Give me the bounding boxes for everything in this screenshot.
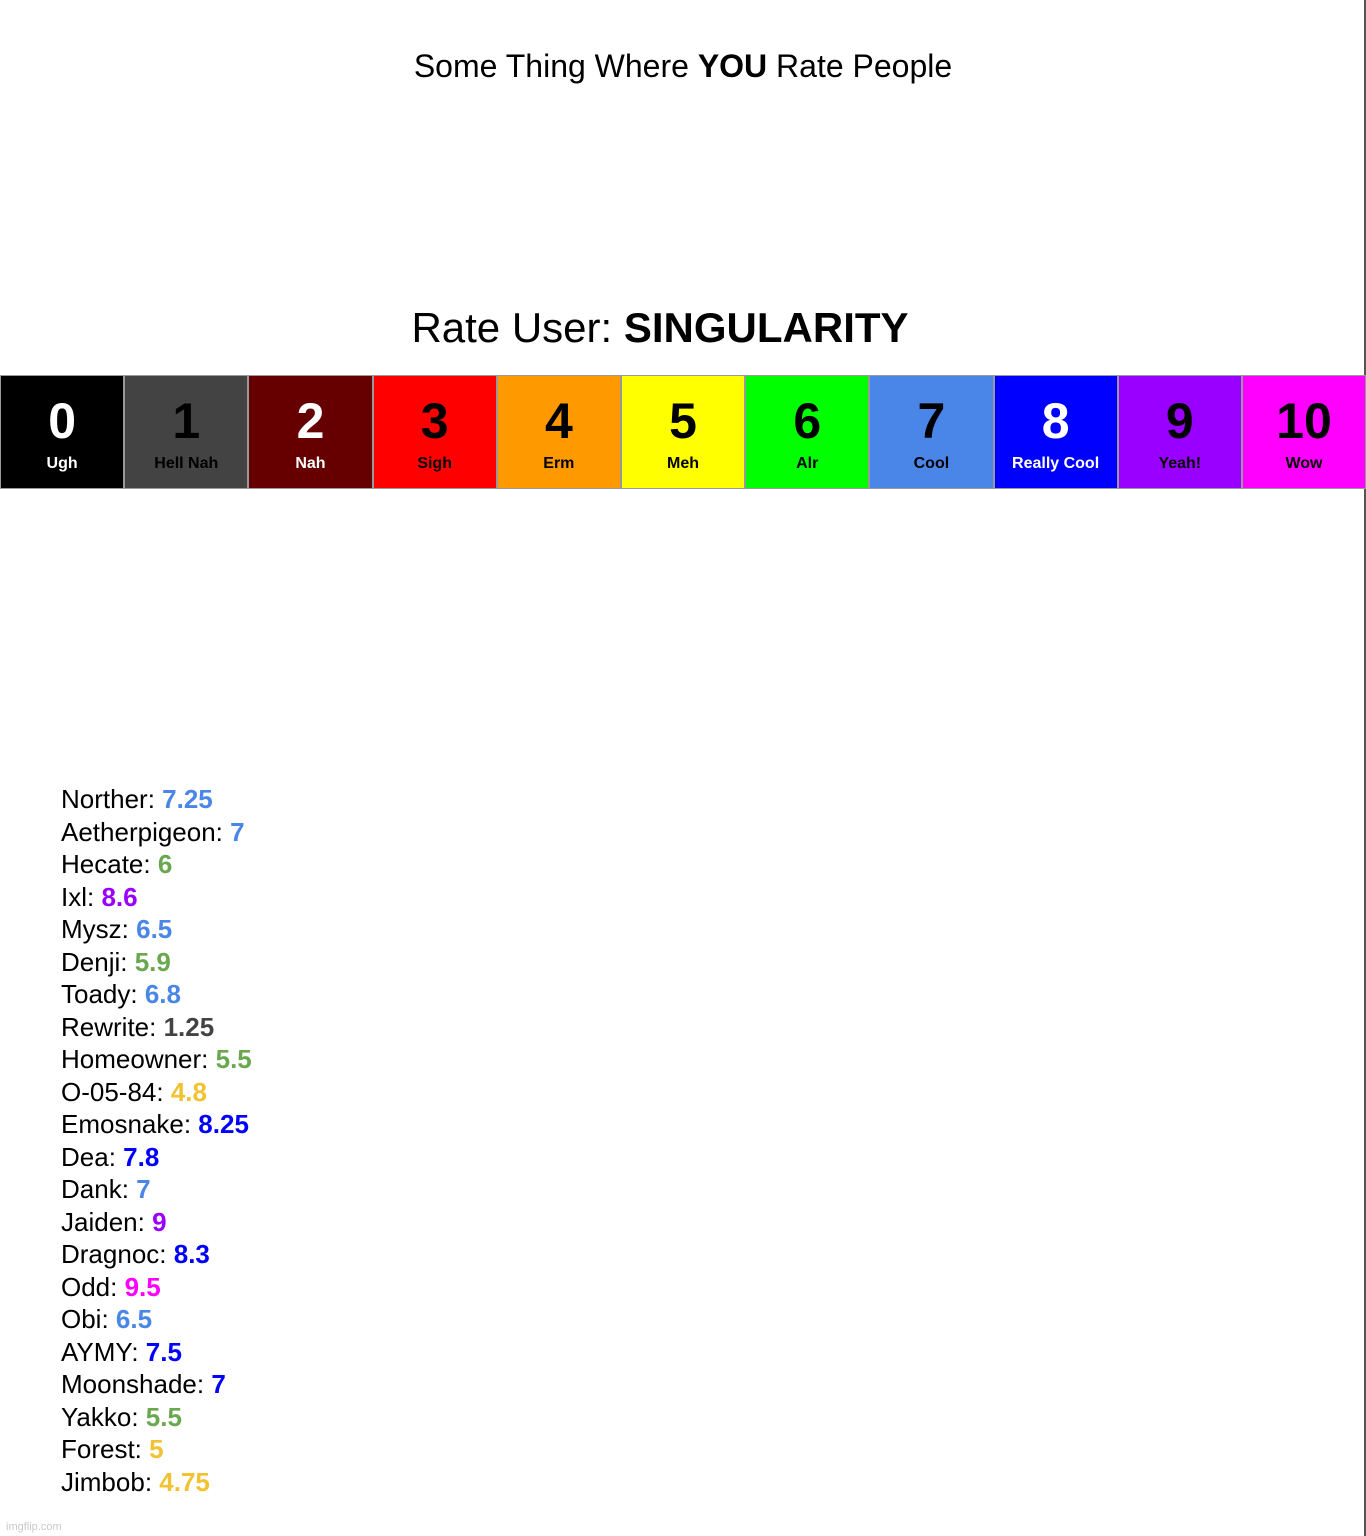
rating-score: 4.75 (159, 1466, 210, 1497)
rating-name: Dank: (61, 1174, 137, 1204)
rating-name: Emosnake: (61, 1109, 199, 1139)
scale-label: Alr (796, 455, 819, 472)
scale-label: Nah (295, 455, 326, 472)
rating-name: Denji: (61, 946, 135, 977)
rating-scale (0, 375, 1366, 489)
scale-label: Hell Nah (154, 455, 219, 472)
scale-cell-10 (1242, 375, 1366, 489)
rating-row (61, 848, 252, 881)
scale-cell-1 (124, 375, 248, 489)
rating-name: Yakko: (61, 1401, 146, 1432)
scale-cell-3 (373, 375, 497, 489)
rating-name: Dragnoc: (61, 1239, 174, 1269)
rating-score: 6.5 (136, 914, 173, 944)
rating-row (61, 978, 252, 1011)
rating-row (61, 1271, 252, 1304)
rating-score: 8.3 (173, 1239, 210, 1269)
scale-label: Wow (1285, 455, 1323, 472)
scale-label: Yeah! (1158, 455, 1202, 472)
rating-row (61, 1238, 252, 1271)
rating-name: Obi: (61, 1304, 116, 1334)
rating-name: Dea: (61, 1141, 124, 1172)
rating-name: Mysz: (61, 914, 137, 944)
scale-number: 7 (917, 393, 946, 449)
rating-score: 9 (152, 1206, 167, 1237)
rating-score: 7.5 (145, 1336, 182, 1367)
rating-name: Rewrite: (61, 1011, 164, 1042)
rating-name: Forest: (61, 1434, 150, 1464)
rating-row (61, 1076, 252, 1109)
rating-score: 6 (157, 849, 173, 879)
rating-name: AYMY: (61, 1336, 146, 1367)
rating-score: 5 (149, 1434, 164, 1464)
rating-row (61, 1336, 252, 1369)
rating-score: 7 (211, 1369, 226, 1399)
rating-name: Moonshade: (61, 1369, 212, 1399)
rating-score: 6.8 (144, 979, 181, 1009)
scale-number: 1 (172, 393, 201, 449)
rating-name: Norther: (61, 784, 163, 814)
rating-name: Jaiden: (61, 1206, 153, 1237)
scale-number: 8 (1041, 393, 1070, 449)
scale-label: Really Cool (1012, 455, 1100, 472)
rating-row (61, 1401, 252, 1434)
scale-cell-2 (248, 375, 372, 489)
scale-cell-9 (1118, 375, 1242, 489)
ratings-list (61, 783, 252, 1498)
rating-row (61, 1108, 252, 1141)
rating-score: 5.5 (215, 1044, 252, 1074)
rating-row (61, 1141, 252, 1174)
rate-user-name: SINGULARITY (623, 304, 909, 351)
rating-score: 8.6 (101, 881, 138, 912)
rating-score: 5.5 (145, 1401, 182, 1432)
scale-number: 9 (1165, 393, 1194, 449)
rating-name: Toady: (61, 979, 145, 1009)
rating-row (61, 1043, 252, 1076)
watermark: imgflip.com (6, 1521, 62, 1533)
scale-cell-5 (621, 375, 745, 489)
rating-score: 5.9 (134, 946, 171, 977)
scale-number: 3 (420, 393, 449, 449)
scale-label: Ugh (46, 455, 78, 472)
rating-score: 1.25 (163, 1011, 215, 1042)
scale-cell-6 (745, 375, 869, 489)
rating-score: 8.25 (198, 1109, 249, 1139)
rating-score: 7 (230, 816, 245, 847)
scale-number: 0 (48, 393, 76, 449)
rating-row (61, 946, 252, 979)
rate-user-heading (0, 300, 1365, 356)
rating-row (61, 816, 252, 849)
scale-number: 10 (1276, 393, 1332, 449)
scale-label: Meh (667, 455, 700, 472)
rating-row (61, 1466, 252, 1499)
rating-row (61, 913, 252, 946)
rating-row (61, 1173, 252, 1206)
scale-label: Sigh (417, 455, 452, 472)
rating-row (61, 1368, 252, 1401)
rating-row (61, 1206, 252, 1239)
rating-score: 4.8 (170, 1076, 207, 1107)
scale-number: 2 (296, 393, 325, 449)
rating-name: Hecate: (61, 849, 158, 879)
rating-score: 7.8 (123, 1141, 160, 1172)
rating-name: Jimbob: (61, 1466, 160, 1497)
rating-row (61, 1303, 252, 1336)
rating-row (61, 881, 252, 914)
rating-name: O-05-84: (61, 1076, 171, 1107)
rating-row (61, 1011, 252, 1044)
scale-cell-4 (497, 375, 621, 489)
scale-cell-8 (994, 375, 1118, 489)
title-prefix: Some Thing Where (413, 48, 698, 84)
rating-row (61, 783, 252, 816)
scale-label: Erm (543, 455, 575, 472)
rate-user-prefix: Rate User: (411, 304, 624, 351)
scale-cell-0 (0, 375, 124, 489)
rating-score: 9.5 (124, 1271, 161, 1302)
scale-label: Cool (913, 455, 950, 472)
rating-row (61, 1433, 252, 1466)
rating-name: Odd: (61, 1271, 125, 1302)
scale-number: 6 (793, 393, 822, 449)
page-title (0, 44, 1366, 88)
rating-name: Ixl: (61, 881, 102, 912)
rating-score: 7.25 (162, 784, 213, 814)
scale-number: 5 (669, 393, 697, 449)
title-suffix: Rate People (767, 48, 953, 84)
rating-score: 7 (136, 1174, 151, 1204)
rating-score: 6.5 (115, 1304, 153, 1334)
scale-number: 4 (544, 393, 573, 449)
scale-cell-7 (869, 375, 993, 489)
rating-name: Homeowner: (61, 1044, 216, 1074)
title-emphasis: YOU (697, 48, 768, 84)
rating-name: Aetherpigeon: (61, 816, 231, 847)
